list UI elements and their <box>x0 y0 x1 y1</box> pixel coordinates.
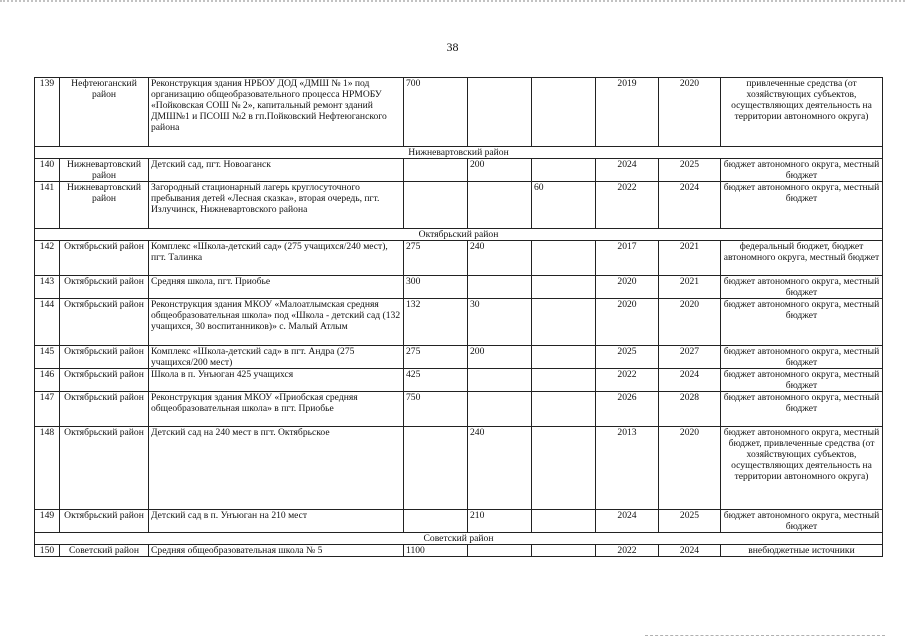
start-year-cell: 2024 <box>596 159 659 182</box>
row-number: 140 <box>35 159 60 182</box>
section-row <box>35 533 883 545</box>
end-year-cell: 2020 <box>659 427 721 510</box>
capacity-other-cell <box>532 159 596 182</box>
end-year-cell: 2024 <box>659 369 721 392</box>
table-row <box>35 276 883 299</box>
capacity-students-cell: 275 <box>404 346 468 369</box>
start-year-cell: 2022 <box>596 182 659 229</box>
table-row <box>35 510 883 533</box>
capacity-students-cell <box>404 159 468 182</box>
district-cell: Нефтеюганский район <box>60 78 149 147</box>
object-name-cell: Комплекс «Школа-детский сад» в пгт. Андра (275 учащихся/200 мест) <box>149 346 404 369</box>
capacity-other-cell <box>532 545 596 557</box>
capacity-other-cell <box>532 241 596 276</box>
capacity-other-cell <box>532 346 596 369</box>
capacity-places-cell: 30 <box>468 299 532 346</box>
district-cell: Октябрьский район <box>60 510 149 533</box>
object-name-cell: Реконструкция здания МКОУ «Малоатлымская средняя общеобразовательная школа» под «Школа - детский сад (132 учащихся, 30 воспитанников)» с. Малый Атлым <box>149 299 404 346</box>
district-cell: Октябрьский район <box>60 392 149 427</box>
table-row <box>35 392 883 427</box>
end-year-cell: 2021 <box>659 241 721 276</box>
start-year-cell: 2019 <box>596 78 659 147</box>
object-name-cell: Средняя общеобразовательная школа № 5 <box>149 545 404 557</box>
row-number: 145 <box>35 346 60 369</box>
object-name-cell: Школа в п. Унъюган 425 учащихся <box>149 369 404 392</box>
funding-source-cell: бюджет автономного округа, местный бюджет <box>721 369 883 392</box>
start-year-cell: 2022 <box>596 369 659 392</box>
start-year-cell: 2025 <box>596 346 659 369</box>
capacity-places-cell <box>468 78 532 147</box>
capacity-other-cell <box>532 78 596 147</box>
funding-source-cell: федеральный бюджет, бюджет автономного округа, местный бюджет <box>721 241 883 276</box>
section-row <box>35 147 883 159</box>
object-name-cell: Детский сад на 240 мест в пгт. Октябрьское <box>149 427 404 510</box>
funding-source-cell: бюджет автономного округа, местный бюджет <box>721 299 883 346</box>
row-number: 146 <box>35 369 60 392</box>
capacity-students-cell: 700 <box>404 78 468 147</box>
row-number: 141 <box>35 182 60 229</box>
table-row <box>35 427 883 510</box>
section-label: Нижневартовский район <box>35 147 883 159</box>
district-cell: Октябрьский район <box>60 299 149 346</box>
capacity-other-cell <box>532 276 596 299</box>
object-name-cell: Реконструкция здания МКОУ «Приобская средняя общеобразовательная школа» в пгт. Приобье <box>149 392 404 427</box>
table-body <box>35 78 883 557</box>
start-year-cell: 2022 <box>596 545 659 557</box>
capacity-students-cell: 1100 <box>404 545 468 557</box>
row-number: 144 <box>35 299 60 346</box>
capacity-places-cell: 210 <box>468 510 532 533</box>
section-row <box>35 229 883 241</box>
table-row <box>35 545 883 557</box>
section-label: Октябрьский район <box>35 229 883 241</box>
row-number: 147 <box>35 392 60 427</box>
capacity-students-cell <box>404 182 468 229</box>
capacity-places-cell: 200 <box>468 346 532 369</box>
capacity-places-cell <box>468 545 532 557</box>
end-year-cell: 2025 <box>659 510 721 533</box>
capacity-other-cell <box>532 427 596 510</box>
capacity-places-cell <box>468 182 532 229</box>
capacity-other-cell <box>532 392 596 427</box>
end-year-cell: 2024 <box>659 182 721 229</box>
table-row <box>35 369 883 392</box>
funding-source-cell: бюджет автономного округа, местный бюджет <box>721 510 883 533</box>
district-cell: Октябрьский район <box>60 369 149 392</box>
funding-source-cell: бюджет автономного округа, местный бюджет, привлеченные средства (от хозяйствующих субъектов, осуществляющих деятельность на территории автономного округа) <box>721 427 883 510</box>
capacity-other-cell <box>532 510 596 533</box>
district-cell: Советский район <box>60 545 149 557</box>
row-number: 149 <box>35 510 60 533</box>
objects-table <box>34 77 883 557</box>
capacity-places-cell <box>468 276 532 299</box>
object-name-cell: Реконструкция здания НРБОУ ДОД «ДМШ № 1» под организацию общеобразовательного процесса НРМОБУ «Пойковская СОШ № 2», капитальный ремонт зданий ДМШ№1 и ПСОШ №2 в гп.Пойковский Нефтеюганского района <box>149 78 404 147</box>
district-cell: Октябрьский район <box>60 346 149 369</box>
start-year-cell: 2026 <box>596 392 659 427</box>
row-number: 143 <box>35 276 60 299</box>
row-number: 148 <box>35 427 60 510</box>
end-year-cell: 2020 <box>659 78 721 147</box>
table-row <box>35 346 883 369</box>
capacity-places-cell: 240 <box>468 427 532 510</box>
table-row <box>35 159 883 182</box>
start-year-cell: 2020 <box>596 276 659 299</box>
capacity-students-cell: 425 <box>404 369 468 392</box>
district-cell: Октябрьский район <box>60 241 149 276</box>
start-year-cell: 2020 <box>596 299 659 346</box>
start-year-cell: 2013 <box>596 427 659 510</box>
table-row <box>35 182 883 229</box>
page-number: 38 <box>446 40 459 54</box>
capacity-other-cell: 60 <box>532 182 596 229</box>
capacity-places-cell: 200 <box>468 159 532 182</box>
funding-source-cell: бюджет автономного округа, местный бюджет <box>721 346 883 369</box>
object-name-cell: Загородный стационарный лагерь круглосуточного пребывания детей «Лесная сказка», вторая очередь, пгт. Излучинск, Нижневартовского района <box>149 182 404 229</box>
funding-source-cell: бюджет автономного округа, местный бюджет <box>721 276 883 299</box>
end-year-cell: 2027 <box>659 346 721 369</box>
object-name-cell: Комплекс «Школа-детский сад» (275 учащихся/240 мест), пгт. Талинка <box>149 241 404 276</box>
capacity-students-cell: 300 <box>404 276 468 299</box>
capacity-other-cell <box>532 299 596 346</box>
capacity-other-cell <box>532 369 596 392</box>
end-year-cell: 2021 <box>659 276 721 299</box>
object-name-cell: Средняя школа, пгт. Приобье <box>149 276 404 299</box>
capacity-students-cell <box>404 510 468 533</box>
scan-edge-bottom <box>645 633 885 636</box>
funding-source-cell: бюджет автономного округа, местный бюджет <box>721 182 883 229</box>
funding-source-cell: бюджет автономного округа, местный бюджет <box>721 159 883 182</box>
table-row <box>35 78 883 147</box>
funding-source-cell: привлеченные средства (от хозяйствующих субъектов, осуществляющих деятельность на территории автономного округа) <box>721 78 883 147</box>
table-row <box>35 241 883 276</box>
row-number: 150 <box>35 545 60 557</box>
district-cell: Октябрьский район <box>60 427 149 510</box>
funding-source-cell: бюджет автономного округа, местный бюджет <box>721 392 883 427</box>
capacity-students-cell: 750 <box>404 392 468 427</box>
end-year-cell: 2025 <box>659 159 721 182</box>
capacity-places-cell: 240 <box>468 241 532 276</box>
capacity-places-cell <box>468 369 532 392</box>
object-name-cell: Детский сад, пгт. Новоаганск <box>149 159 404 182</box>
object-name-cell: Детский сад в п. Унъюган на 210 мест <box>149 510 404 533</box>
district-cell: Нижневартовский район <box>60 159 149 182</box>
district-cell: Октябрьский район <box>60 276 149 299</box>
row-number: 142 <box>35 241 60 276</box>
start-year-cell: 2017 <box>596 241 659 276</box>
end-year-cell: 2020 <box>659 299 721 346</box>
table-row <box>35 299 883 346</box>
capacity-students-cell: 275 <box>404 241 468 276</box>
capacity-students-cell <box>404 427 468 510</box>
funding-source-cell: внебюджетные источники <box>721 545 883 557</box>
district-cell: Нижневартовский район <box>60 182 149 229</box>
capacity-students-cell: 132 <box>404 299 468 346</box>
capacity-places-cell <box>468 392 532 427</box>
end-year-cell: 2028 <box>659 392 721 427</box>
row-number: 139 <box>35 78 60 147</box>
end-year-cell: 2024 <box>659 545 721 557</box>
start-year-cell: 2024 <box>596 510 659 533</box>
section-label: Советский район <box>35 533 883 545</box>
scan-edge-top <box>0 0 905 10</box>
